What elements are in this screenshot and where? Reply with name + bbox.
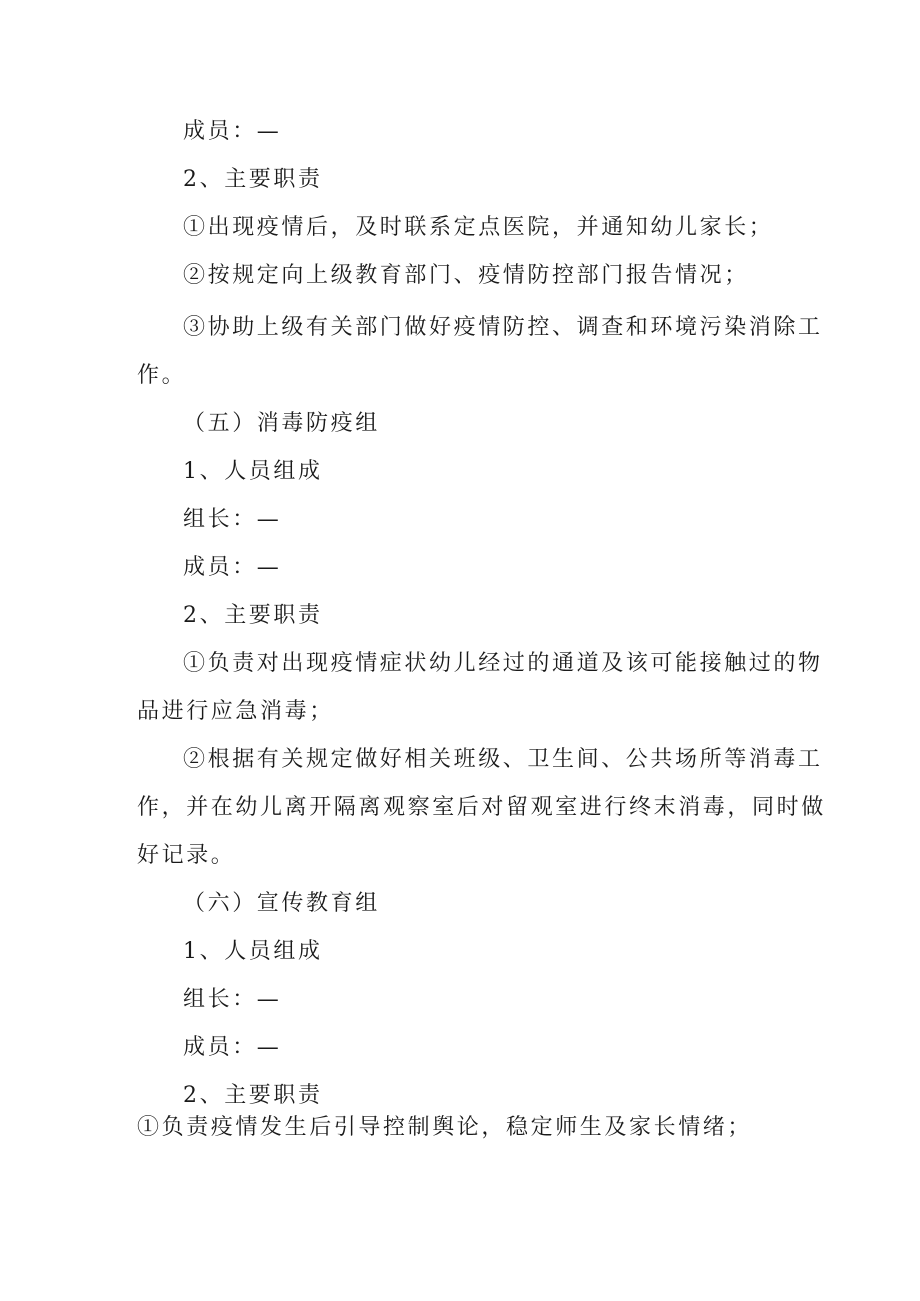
composition-heading-group-6: 1、人员组成 xyxy=(183,939,323,964)
duty-item-1-group-5: ①负责对出现疫情症状幼儿经过的通道及该可能接触过的物 xyxy=(183,651,823,676)
composition-heading-group-5: 1、人员组成 xyxy=(183,459,323,484)
member-line-group-4: 成员：— xyxy=(183,119,282,144)
duty-item-3-group-4: ③协助上级有关部门做好疫情防控、调查和环境污染消除工 xyxy=(183,315,823,340)
duties-heading-group-5: 2、主要职责 xyxy=(183,603,323,628)
section-heading-disinfection-group: （五）消毒防疫组 xyxy=(183,411,380,436)
leader-line-group-5: 组长：— xyxy=(183,507,282,532)
duty-item-2-continuation-2-group-5: 好记录。 xyxy=(137,843,236,868)
duty-item-3-continuation: 作。 xyxy=(137,363,187,388)
section-heading-publicity-group: （六）宣传教育组 xyxy=(183,891,380,916)
duty-item-1-group-6: ①负责疫情发生后引导控制舆论，稳定师生及家长情绪； xyxy=(137,1115,753,1140)
duty-item-2-group-4: ②按规定向上级教育部门、疫情防控部门报告情况； xyxy=(183,263,749,288)
duty-item-1-continuation-group-5: 品进行应急消毒； xyxy=(137,699,334,724)
leader-line-group-6: 组长：— xyxy=(183,987,282,1012)
duty-item-2-continuation-group-5: 作，并在幼儿离开隔离观察室后对留观室进行终末消毒，同时做 xyxy=(137,795,826,820)
duty-item-1-group-4: ①出现疫情后，及时联系定点医院，并通知幼儿家长； xyxy=(183,215,774,240)
duty-item-2-group-5: ②根据有关规定做好相关班级、卫生间、公共场所等消毒工 xyxy=(183,747,823,772)
duties-heading-group-4: 2、主要职责 xyxy=(183,167,323,192)
duties-heading-group-6: 2、主要职责 xyxy=(183,1083,323,1108)
member-line-group-6: 成员：— xyxy=(183,1035,282,1060)
member-line-group-5: 成员：— xyxy=(183,555,282,580)
